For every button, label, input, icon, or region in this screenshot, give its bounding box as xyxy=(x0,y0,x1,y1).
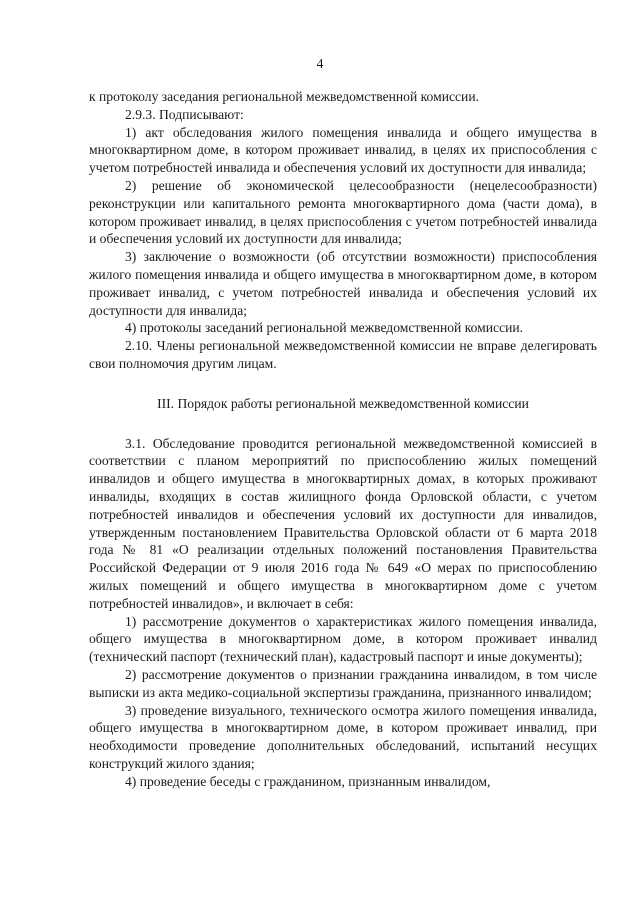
list-item-4-conversation: 4) проведение беседы с гражданином, признанным инвалидом, xyxy=(125,773,491,789)
list-item-3-conclusion: 3) заключение о возможности (об отсутствии возможности) приспособления жилого помещения инвалида и общего имущества в многоквартирном доме, в котором проживает инвалид, с учетом потребностей инвалида и обеспечения условий их доступности для инвалида; xyxy=(89,249,597,318)
paragraph-protocol-continuation: к протоколу заседания региональной межведомственной комиссии. xyxy=(89,89,479,104)
list-item-3-inspection: 3) проведение визуального, технического осмотра жилого помещения инвалида, общего имущества в многоквартирном доме, в котором проживает инвалид, при необходимости проведение дополнительных обследований, испытаний несущих конструкций жилого здания; xyxy=(89,702,597,771)
paragraph-2-10: 2.10. Члены региональной межведомственной комиссии не вправе делегировать свои полномочия другим лицам. xyxy=(89,338,597,371)
list-item-1-act: 1) акт обследования жилого помещения инвалида и общего имущества в многоквартирном доме, в котором проживает инвалид, в целях их приспособления с учетом потребностей инвалида и обеспечения условий их доступности для инвалида; xyxy=(89,124,597,176)
list-item-1-documents: 1) рассмотрение документов о характеристиках жилого помещения инвалида, общего имущества в многоквартирном доме, в котором проживает инвалид (технический паспорт (технический план), кадастровый паспорт и иные документы); xyxy=(89,613,597,665)
paragraph-2-9-3: 2.9.3. Подписывают: xyxy=(125,106,244,122)
list-item-2-disability-documents: 2) рассмотрение документов о признании гражданина инвалидом, в том числе выписки из акта медико-социальной экспертизы гражданина, признанного инвалидом; xyxy=(89,666,597,700)
paragraph-3-1: 3.1. Обследование проводится региональной межведомственной комиссией в соответствии с планом мероприятий по приспособлению жилых помещений инвалидов и общего имущества в многоквартирных домах, в которых проживают инвалиды, входящих в состав жилищного фонда Орловской области, с учетом потребностей инвалидов и обеспечения условий их доступности для инвалидов, утвержденным постановлением Правительства Орловской области от 6 марта 2018 года № 81 «О реализации отдельных положений постановления Правительства Российской Федерации от 9 июля 2016 года № 649 «О мерах по приспособлению жилых помещений и общего имущества в многоквартирном доме с учетом потребностей инвалидов», и включает в себя: xyxy=(89,435,597,611)
document-body xyxy=(89,88,597,790)
list-item-2-decision: 2) решение об экономической целесообразности (нецелесообразности) реконструкции или капитального ремонта многоквартирного дома (части дома), в котором проживает инвалид, в целях приспособления с учетом потребностей инвалида и обеспечения условий их доступности для инвалида; xyxy=(89,177,597,247)
section-heading: III. Порядок работы региональной межведомственной комиссии xyxy=(157,395,529,411)
page-number: 4 xyxy=(316,56,324,71)
list-item-4-protocols: 4) протоколы заседаний региональной межведомственной комиссии. xyxy=(125,320,524,336)
